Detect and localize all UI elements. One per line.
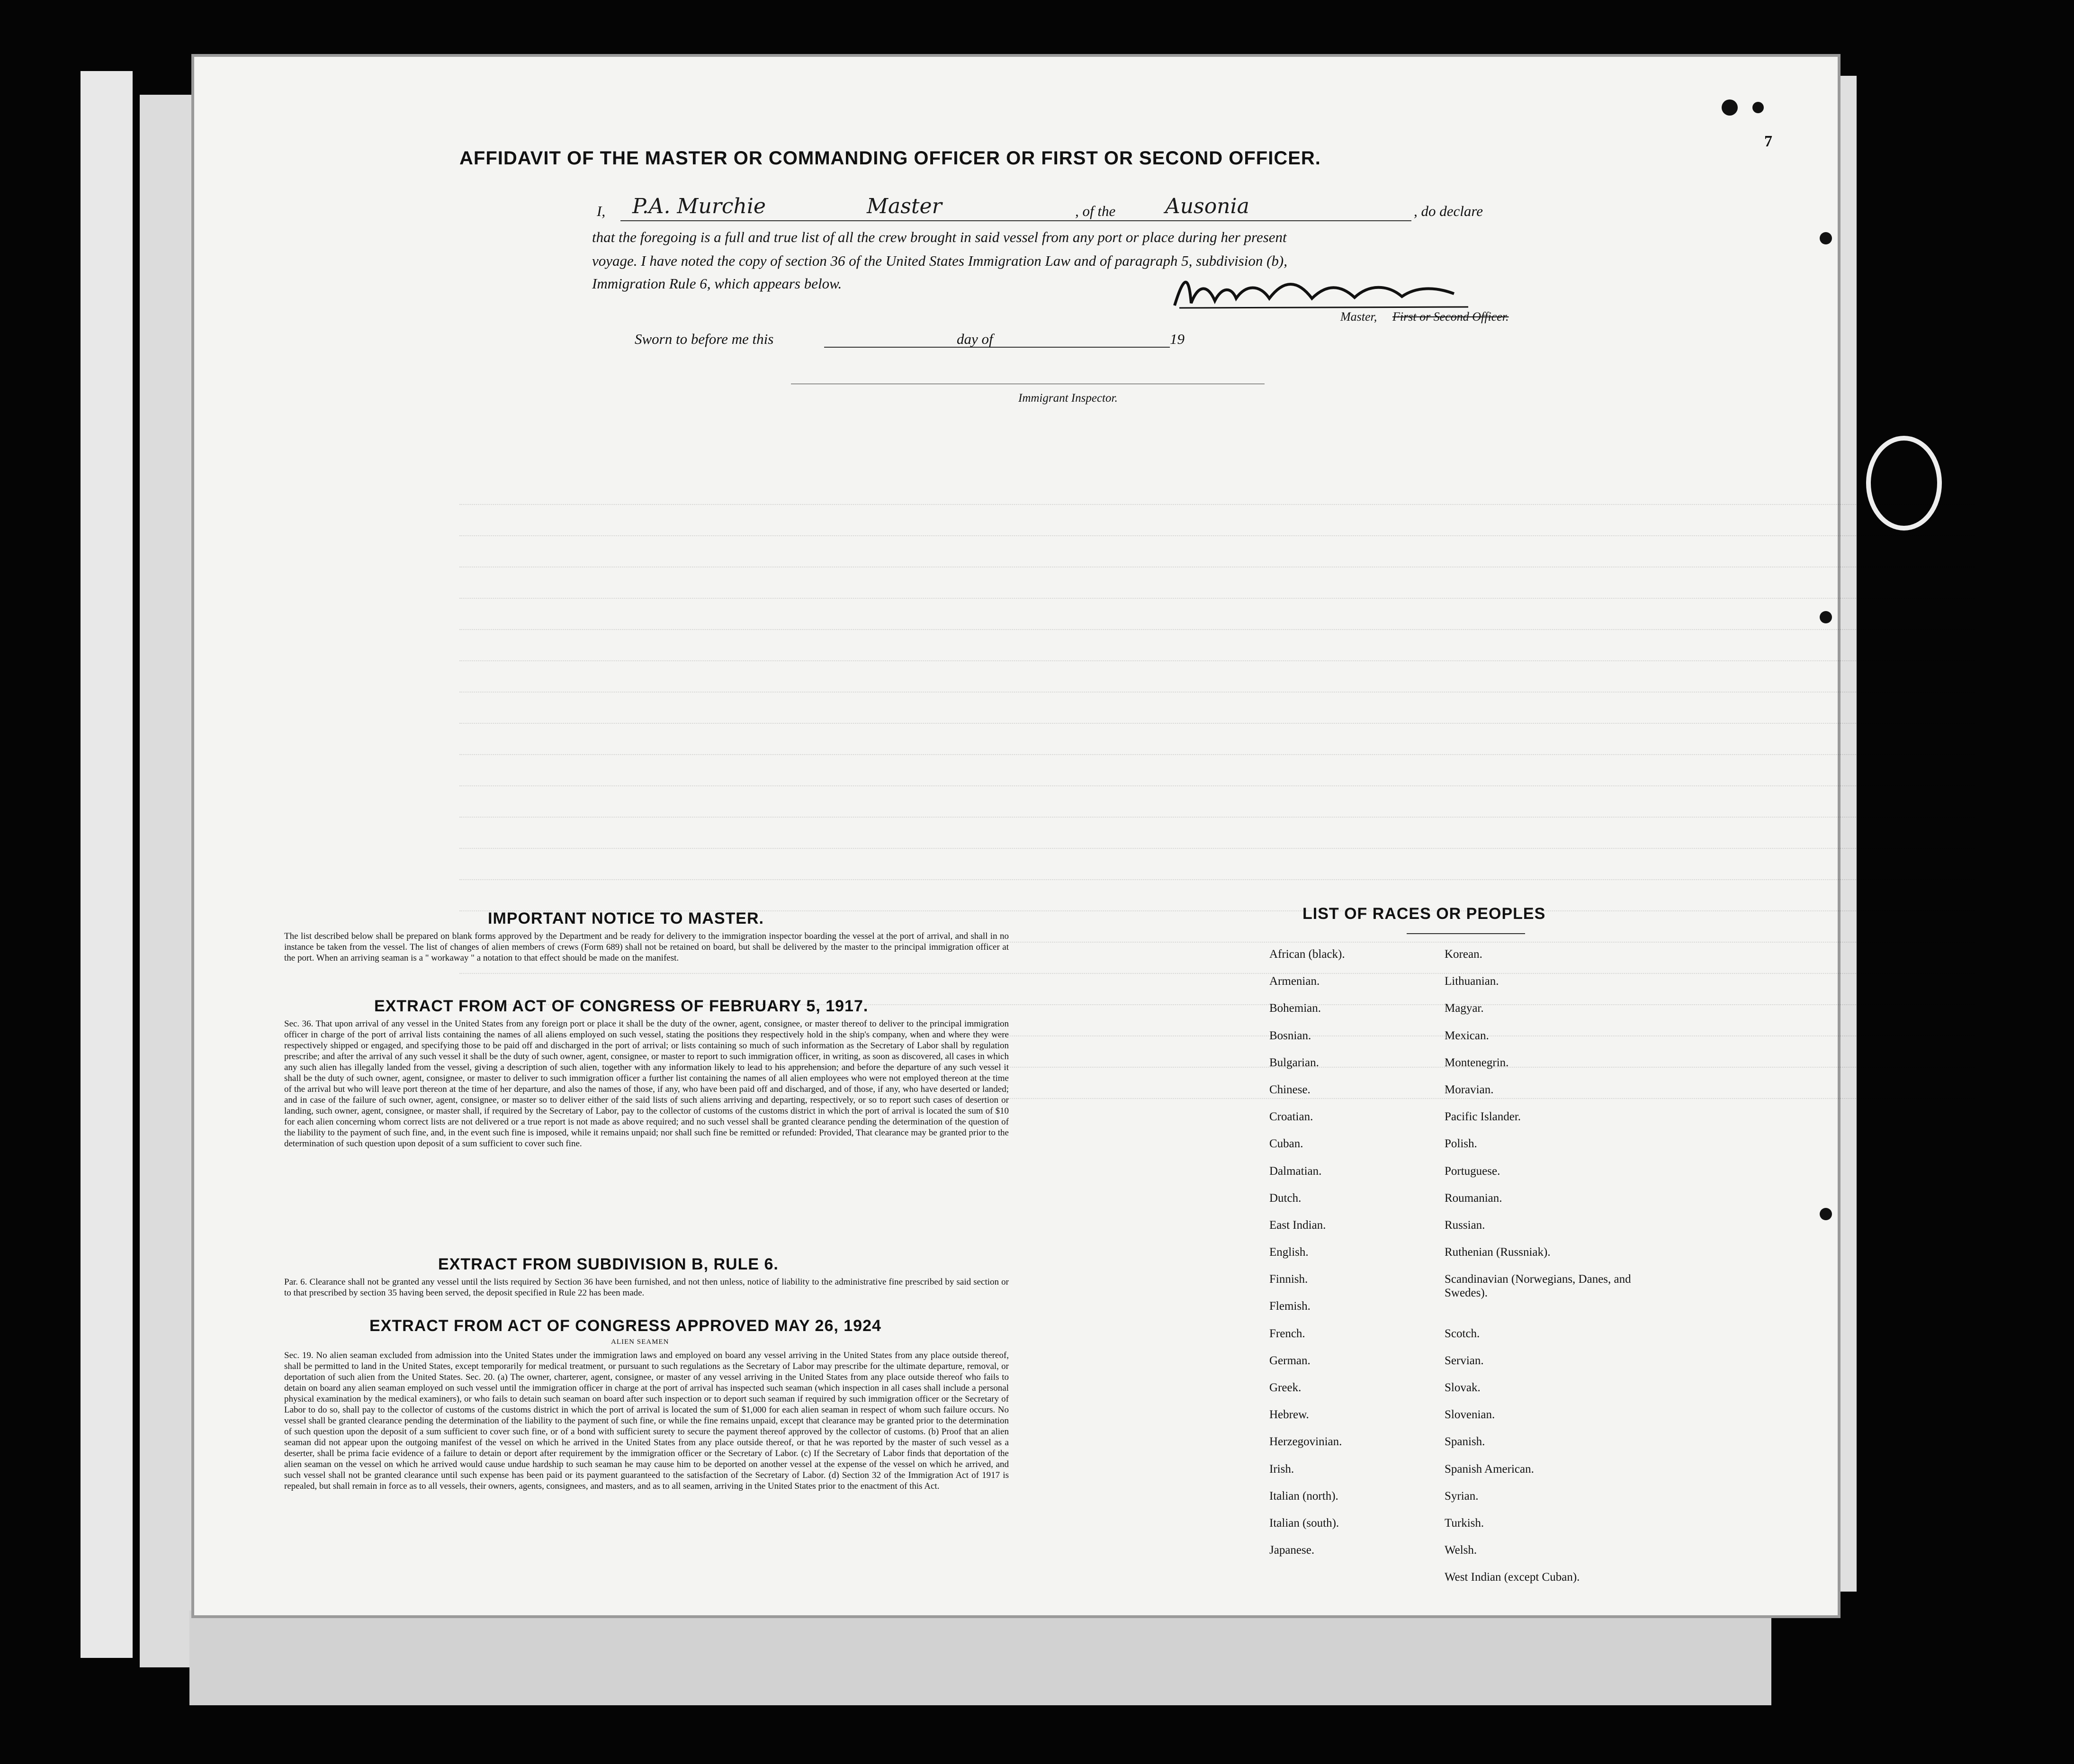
extract-1924-text: Sec. 19. No alien seaman excluded from admission into the United States under the immigration laws and employed on board any vessel arriving in the United States from any place outside thereof, shall be permitted to land in the United States, except temporarily for medical treatment, or pursuant to such regulations as the Secretary of Labor may prescribe for the ultimate departure, removal, or deportation of such alien from the United States. Sec. 20. (a) The owner, charterer, agent, consignee, or master of any vessel arriving in the United States from any place outside thereof who fails to detain on board any alien seaman employed on such vessel until the immigration officer in charge at the port of arrival has inspected such seaman (which inspection in all cases shall include a personal physical examination by the medical examiners), or who fails to detain such seaman on board after such inspection or to deport such seaman if required by such immigration officer or the Secretary of Labor to do so, shall pay to the collector of customs of the customs district in which the port of arrival is located the sum of $1,000 for each alien seaman in respect of whom such failure occurs. No vessel shall be granted clearance pending the determination of the liability to the payment of such fine, or while the fine remains unpaid, except that clearance may be granted prior to the determination of such question upon the deposit of a sum sufficient to cover such fine, or of a bond with sufficient surety to secure the payment thereof approved by the collector of customs. (b) Proof that an alien seaman did not appear upon the outgoing manifest of the vessel on which he arrived in the United States from any place outside thereof, or that he was reported by the master of such vessel as a deserter, shall be prima facie evidence of a failure to detain or deport after requirement by the immigration officer or the Secretary of Labor. (c) If the Secretary of Labor finds that deportation of the alien seaman on the vessel on which he arrived would cause undue hardship to such seaman he may cause him to be deported on another vessel at the expense of the vessel on which he arrived, and such vessel shall not be granted clearance until such expense has been paid or its payment guaranteed to the satisfaction of the Secretary of Labor. (d) Section 32 of the Immigration Act of 1917 is repealed, but shall remain in force as to all vessels, their owners, agents, consignees, and masters, and as to all seamen, arriving in the United States prior to the enactment of this Act. [284, 1350, 1009, 1491]
race-item: Italian (north). [1269, 1489, 1338, 1503]
races-right-column [1445, 947, 1643, 1598]
rank-handwritten: Master [867, 194, 942, 218]
race-item: African (black). [1269, 948, 1345, 961]
vessel-line [1146, 220, 1411, 221]
affidavit-body-line2: voyage. I have noted the copy of section 36 of the United States Immigration Law and of paragraph 5, subdivision (b), [592, 252, 1287, 269]
races-left-column [1269, 947, 1473, 1570]
i-label: I, [597, 203, 606, 219]
master-name-handwritten: P.A. Murchie [632, 194, 766, 218]
race-item: Greek. [1269, 1381, 1302, 1394]
underlying-page-edge-left [81, 71, 133, 1658]
underlying-page-edge-left-2 [140, 95, 197, 1667]
race-item: Dalmatian. [1269, 1164, 1322, 1178]
race-item: Magyar. [1445, 1002, 1484, 1015]
race-item: West Indian (except Cuban). [1445, 1571, 1580, 1584]
notice-heading: IMPORTANT NOTICE TO MASTER. [488, 909, 764, 927]
races-heading-rule [1407, 933, 1525, 934]
punch-hole [1752, 102, 1764, 113]
race-item: Lithuanian. [1445, 975, 1499, 988]
race-item: Dutch. [1269, 1191, 1302, 1205]
sworn-label: Sworn to before me this [635, 331, 774, 347]
race-item: Chinese. [1269, 1083, 1311, 1096]
punch-hole [1820, 1208, 1832, 1220]
race-item: Slovak. [1445, 1381, 1481, 1395]
races-heading: LIST OF RACES OR PEOPLES [1302, 905, 1546, 923]
race-item: Portuguese. [1445, 1164, 1500, 1178]
race-item: Spanish. [1445, 1435, 1485, 1449]
race-item: Servian. [1445, 1354, 1484, 1367]
year-prefix: 19 [1170, 331, 1185, 347]
month-line [1033, 347, 1170, 348]
race-item: Herzegovinian. [1269, 1435, 1342, 1449]
race-item: Spanish American. [1445, 1462, 1534, 1476]
declare-label: , do declare [1414, 203, 1483, 219]
punch-hole [1820, 611, 1832, 623]
race-item: Bosnian. [1269, 1029, 1311, 1042]
race-item: Ruthenian (Russniak). [1445, 1246, 1551, 1259]
signature-caption-struck: First or Second Officer. [1392, 310, 1509, 324]
race-item: French. [1269, 1327, 1305, 1340]
extract-rule6-heading: EXTRACT FROM SUBDIVISION B, RULE 6. [438, 1255, 779, 1273]
vessel-handwritten: Ausonia [1165, 194, 1249, 218]
race-item: Russian. [1445, 1218, 1485, 1232]
extract-1924-heading: EXTRACT FROM ACT OF CONGRESS APPROVED MAY 26, 1924 [369, 1317, 881, 1335]
race-item: Cuban. [1269, 1137, 1303, 1151]
race-item: Turkish. [1445, 1516, 1484, 1530]
race-item: German. [1269, 1354, 1311, 1367]
race-item: Croatian. [1269, 1110, 1313, 1124]
punch-hole [1820, 232, 1832, 244]
margin-circle-mark [1857, 426, 1951, 540]
underlying-page-edge-bottom [189, 1611, 1771, 1705]
race-item: Slovenian. [1445, 1408, 1495, 1422]
race-item: Finnish. [1269, 1273, 1308, 1286]
affidavit-title: AFFIDAVIT OF THE MASTER OR COMMANDING OFFICER OR FIRST OR SECOND OFFICER. [459, 148, 1321, 169]
affidavit-body-line3: Immigration Rule 6, which appears below. [592, 275, 842, 292]
race-item: Irish. [1269, 1462, 1294, 1476]
extract-1917-heading: EXTRACT FROM ACT OF CONGRESS OF FEBRUARY 5, 1917. [374, 997, 869, 1015]
race-item: Bohemian. [1269, 1002, 1321, 1015]
manifest-page [194, 57, 1838, 1615]
race-item: Moravian. [1445, 1083, 1494, 1096]
race-item: Pacific Islander. [1445, 1110, 1521, 1124]
signature-caption-master: Master, [1340, 310, 1377, 324]
punch-hole [1722, 99, 1738, 116]
of-the-label: , of the [1075, 203, 1116, 219]
page-mark-number: 7 [1764, 133, 1772, 150]
race-item: Scotch. [1445, 1327, 1480, 1340]
race-item: Mexican. [1445, 1029, 1489, 1042]
race-item: Polish. [1445, 1137, 1477, 1151]
race-item: East Indian. [1269, 1218, 1326, 1232]
inspector-label: Immigrant Inspector. [1018, 392, 1118, 405]
race-item: Japanese. [1269, 1544, 1315, 1557]
extract-rule6-text: Par. 6. Clearance shall not be granted any vessel until the lists required by Section 36 have been furnished, and not then unless, notice of liability to the administrative fine prescribed by said section or to that prescribed by section 35 having been served, the deposit specified in Rule 22 has been made. [284, 1277, 1009, 1298]
race-item: Scandinavian (Norwegians, Danes, and Swedes). [1445, 1273, 1631, 1300]
race-item: Italian (south). [1269, 1516, 1339, 1530]
extract-1924-subheading: ALIEN SEAMEN [611, 1338, 669, 1346]
race-item: Syrian. [1445, 1489, 1479, 1503]
day-of-label: day of [957, 331, 993, 347]
race-item: Hebrew. [1269, 1408, 1309, 1422]
race-item: Welsh. [1445, 1544, 1477, 1557]
race-item: Bulgarian. [1269, 1056, 1319, 1069]
affidavit-body-line1: that the foregoing is a full and true list of all the crew brought in said vessel from any port or place during her present [592, 229, 1287, 245]
notice-text: The list described below shall be prepared on blank forms approved by the Department and be ready for delivery to the immigration inspector boarding the vessel at the port of arrival, and shall in no instance be taken from the vessel. The list of changes of alien members of crews (Form 689) shall not be retained on board, but shall be delivered by the master to the principal immigration officer at the port. When an arriving seaman is a " workaway " a notation to that effect should be made on the manifest. [284, 931, 1009, 963]
race-item: Armenian. [1269, 975, 1320, 988]
race-item: Flemish. [1269, 1300, 1311, 1313]
race-item: Korean. [1445, 948, 1482, 961]
extract-1917-text: Sec. 36. That upon arrival of any vessel in the United States from any foreign port or place it shall be the duty of the owner, agent, consignee, or master thereof to deliver to the principal immigration officer in charge of the port of arrival lists containing the names of all aliens employed on such vessel, stating the positions they respectively hold in the ship's company, when and where they were respectively shipped or engaged, and specifying those to be paid off and discharged in the port of arrival; or lists containing so much of such information as the Secretary of Labor shall by regulation prescribe; and after the arrival of any such vessel it shall be the duty of such owner, agent, consignee, or master to report to such immigration officer, in writing, as soon as discovered, all cases in which any such alien has illegally landed from the vessel, giving a description of such alien, together with any information likely to lead to his apprehension; and before the departure of any such vessel it shall be the duty of such owner, agent, consignee, or master to deliver to such immigration officer a further list containing the names of all alien employees who were not employed thereon at the time of the arrival but who will leave port thereon at the time of her departure, and also the names of those, if any, who have been paid off and discharged, and of those, if any, who have deserted or landed; and in case of the failure of such owner, agent, consignee, or master so to deliver either of the said lists of such aliens arriving and departing, respectively, or so to report such cases of desertion or landing, such owner, agent, consignee, or master shall, if required by the Secretary of Labor, pay to the collector of customs of the customs district in which the port of arrival is located the sum of $10 for each alien concerning whom correct lists are not delivered or a true report is not made as above required; and no such vessel shall be granted clearance pending the determination of the question of the liability to the payment of such fine, and, in the event such fine is imposed, while it remains unpaid; nor shall such fine be remitted or refunded: Provided, That clearance may be granted prior to the determination of such question upon deposit of a sum sufficient to cover such fine. [284, 1019, 1009, 1149]
race-item: English. [1269, 1246, 1309, 1259]
race-item: Montenegrin. [1445, 1056, 1509, 1069]
race-item: Roumanian. [1445, 1191, 1502, 1205]
